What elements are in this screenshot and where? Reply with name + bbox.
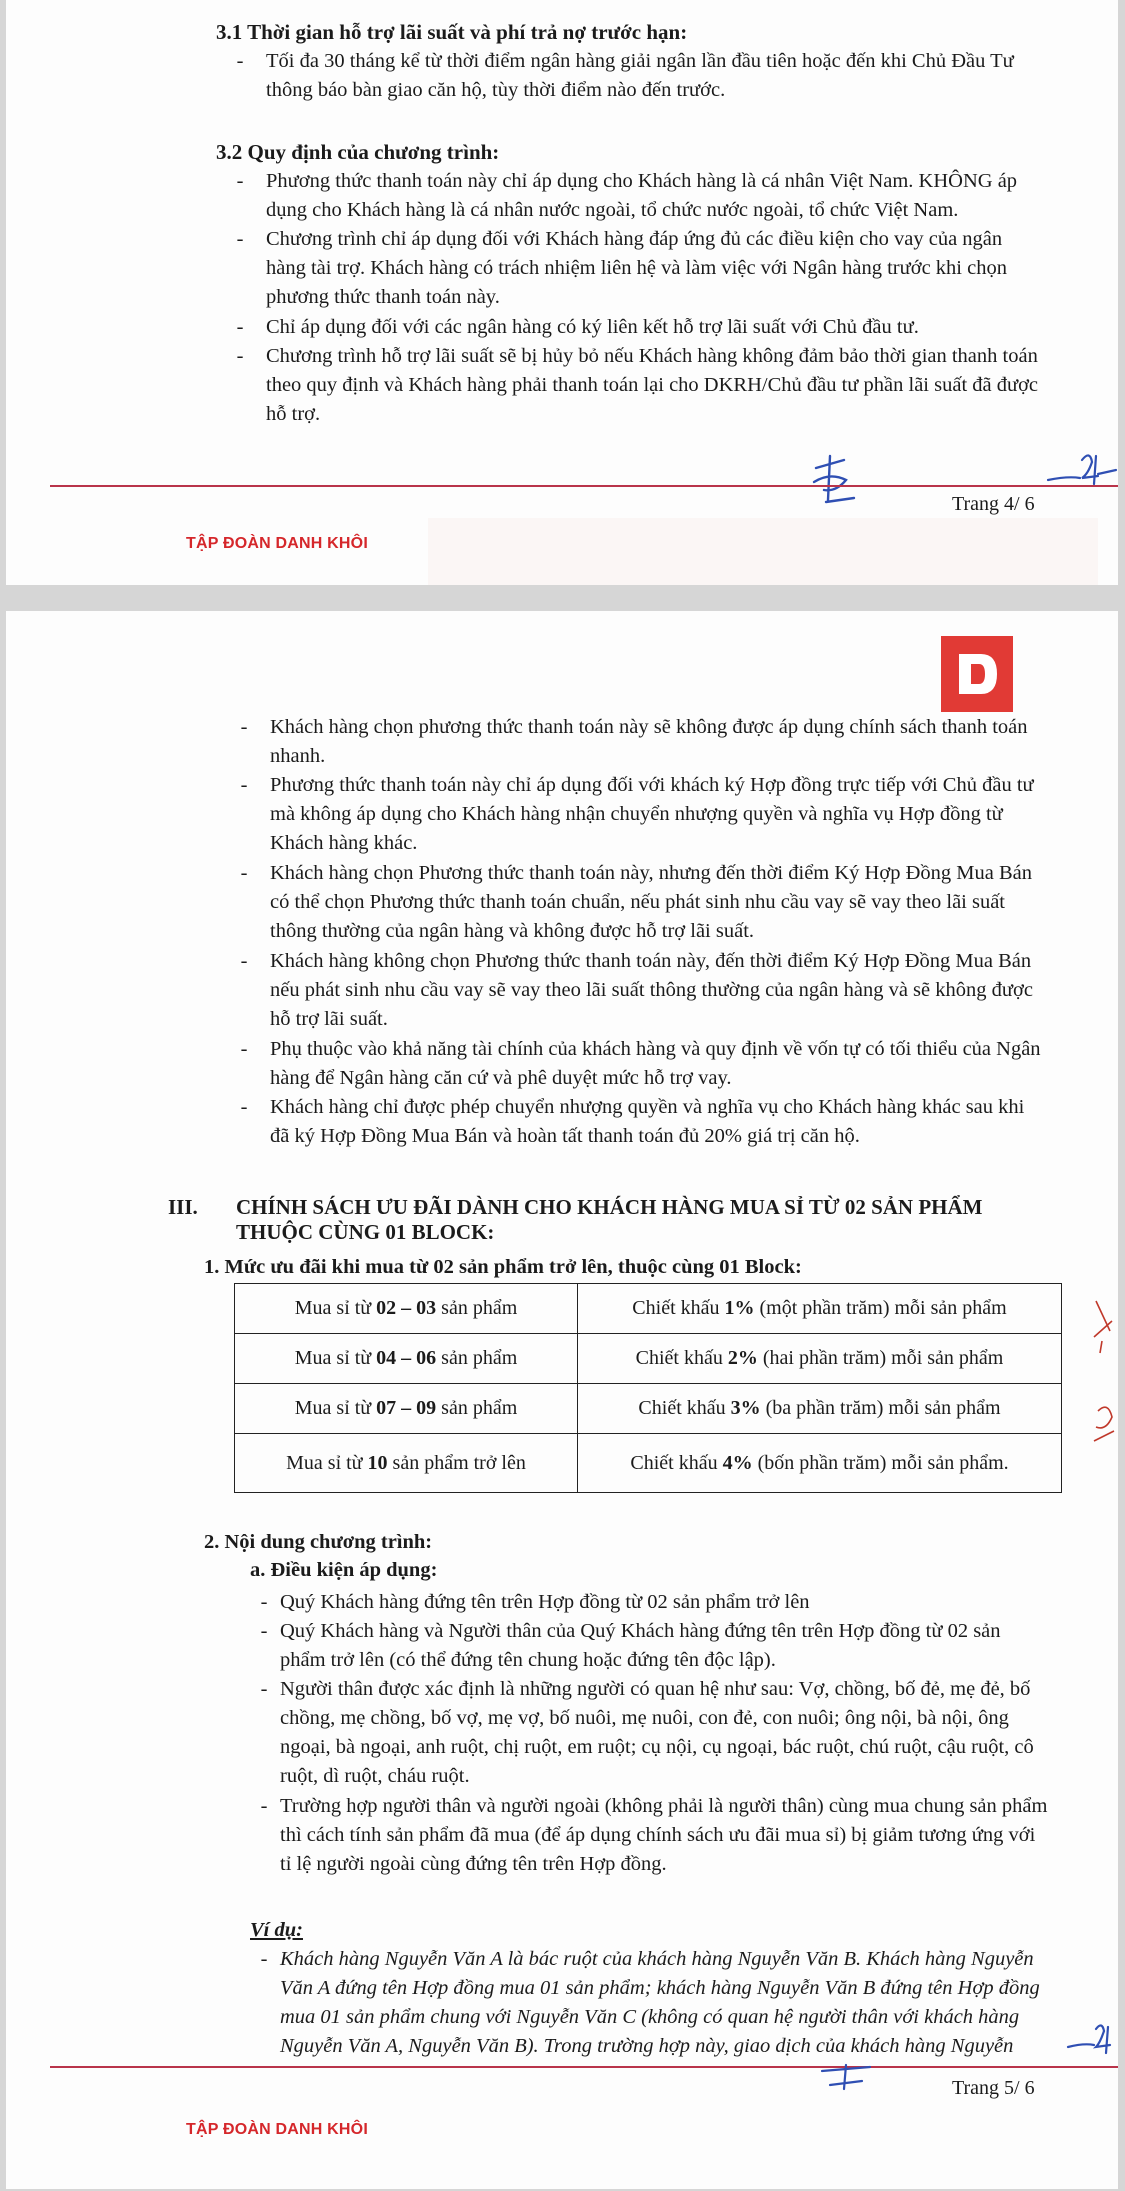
list-item-line: dụng cho Khách hàng là cá nhân nước ngoài, tổ chức nước ngoài, tổ chức Việt Nam. (266, 199, 959, 221)
table-cell: Mua sỉ từ 02 – 03 sản phẩm (235, 1284, 578, 1334)
section-3-2-list (6, 167, 1118, 447)
initials-signature (1046, 448, 1118, 488)
list-item (270, 771, 1034, 858)
list-item-line: Văn A đứng tên Hợp đồng mua 01 sản phẩm; khách hàng Nguyễn Văn B đứng tên Hợp đồng (280, 1977, 1040, 1999)
list-item-line: mà không áp dụng cho Khách hàng nhận chuyển nhượng quyền và nghĩa vụ Hợp đồng từ (270, 803, 1003, 825)
list-dash: - (260, 1620, 268, 1642)
footer-divider (50, 485, 1118, 487)
footer-band (428, 518, 1098, 585)
list-dash: - (240, 716, 248, 738)
list-item-line: tỉ lệ người ngoài cùng đứng tên trên Hợp đồng. (280, 1853, 667, 1875)
list-dash: - (240, 1096, 248, 1118)
list-item (270, 1035, 1041, 1093)
table-cell: Mua sỉ từ 07 – 09 sản phẩm (235, 1384, 578, 1434)
list-dash: - (236, 50, 244, 72)
margin-stamp-mark (1088, 1291, 1118, 1471)
list-dash: - (260, 1591, 268, 1613)
company-brand: TẬP ĐOÀN DANH KHÔI (186, 535, 368, 552)
discount-table (234, 1283, 1062, 1493)
list-dash: - (236, 345, 244, 367)
table-cell: Mua sỉ từ 10 sản phẩm trở lên (235, 1434, 578, 1493)
company-brand: TẬP ĐOÀN DANH KHÔI (186, 2121, 368, 2138)
list-dash: - (240, 1038, 248, 1060)
list-item-line: Khách hàng Nguyễn Văn A là bác ruột của khách hàng Nguyễn Văn B. Khách hàng Nguyễn (280, 1948, 1034, 1970)
list-item-line: hàng để Ngân hàng căn cứ và phê duyệt mức hỗ trợ vay. (270, 1067, 732, 1089)
section-3-number: III. (168, 1195, 198, 1219)
list-item-line: nhanh. (270, 745, 326, 767)
initials-signature (1066, 2021, 1118, 2057)
list-item-line: Chỉ áp dụng đối với các ngân hàng có ký liên kết hỗ trợ lãi suất với Chủ đầu tư. (266, 316, 919, 338)
list-item-line: thông báo bàn giao căn hộ, tùy thời điểm nào đến trước. (266, 79, 726, 101)
list-item (266, 342, 1038, 429)
list-item (270, 1093, 1024, 1151)
table-row (235, 1284, 1062, 1334)
list-item (266, 47, 1014, 105)
list-item-line: Quý Khách hàng và Người thân của Quý Khách hàng đứng tên trên Hợp đồng từ 02 sản (280, 1620, 1001, 1642)
list-item-line: Khách hàng khác. (270, 832, 418, 854)
table-cell: Chiết khấu 1% (một phần trăm) mỗi sản phẩm (578, 1284, 1062, 1334)
list-item-line: ruột, dì ruột, cháu ruột. (280, 1765, 470, 1787)
list-item-line: ngoại, bà ngoại, anh ruột, chị ruột, em ruột; cụ nội, cụ ngoại, bác ruột, chú ruột, cậu ruột, cô (280, 1736, 1034, 1758)
page-number: Trang 5/ 6 (952, 2077, 1035, 2099)
list-item-line: phẩm trở lên (có thể đứng tên chung hoặc đứng tên độc lập). (280, 1649, 776, 1671)
page-number: Trang 4/ 6 (952, 493, 1035, 515)
list-item (280, 1675, 1034, 1791)
table-row (235, 1434, 1062, 1493)
table-row (235, 1334, 1062, 1384)
list-item-line: Phương thức thanh toán này chỉ áp dụng cho Khách hàng là cá nhân Việt Nam. KHÔNG áp (266, 170, 1018, 192)
list-item-line: thông thường của ngân hàng và không được hỗ trợ lãi suất. (270, 920, 755, 942)
list-item-line: thì cách tính sản phẩm đã mua (để áp dụng chính sách ưu đãi mua sỉ) bị giảm tương ứng với (280, 1824, 1036, 1846)
list-item-line: Khách hàng chỉ được phép chuyển nhượng quyền và nghĩa vụ cho Khách hàng khác sau khi (270, 1096, 1025, 1118)
list-item-line: Chương trình hỗ trợ lãi suất sẽ bị hủy bỏ nếu Khách hàng không đảm bảo thời gian thanh toán (266, 345, 1038, 367)
list-item-line: Khách hàng không chọn Phương thức thanh toán này, đến thời điểm Ký Hợp Đồng Mua Bán (270, 950, 1032, 972)
list-dash: - (236, 170, 244, 192)
list-item-line: Nguyễn Văn A, Nguyễn Văn B). Trong trường hợp này, giao dịch của khách hàng Nguyễn (280, 2035, 1014, 2057)
document-page-4 (6, 0, 1118, 585)
list-item (280, 1617, 1001, 1675)
list-item (280, 1945, 1040, 2061)
list-item-line: hỗ trợ. (266, 403, 321, 425)
list-item-line: Người thân được xác định là những người có quan hệ như sau: Vợ, chồng, bố đẻ, mẹ đẻ, bố (280, 1678, 1031, 1700)
list-item-line: đã ký Hợp Đồng Mua Bán và hoàn tất thanh toán đủ 20% giá trị căn hộ. (270, 1125, 860, 1147)
eligibility-list (6, 1588, 1118, 1918)
list-item-line: Trường hợp người thân và người ngoài (không phải là người thân) cùng mua chung sản phẩm (280, 1795, 1048, 1817)
list-item-line: Tối đa 30 tháng kể từ thời điểm ngân hàng giải ngân lần đầu tiên hoặc đến khi Chủ Đầu Tư (266, 50, 1014, 72)
signature-mark (816, 2063, 876, 2093)
section-3-title-line: CHÍNH SÁCH ƯU ĐÃI DÀNH CHO KHÁCH HÀNG MUA SỈ TỪ 02 SẢN PHẨM (236, 1195, 983, 1219)
list-item-line: Khách hàng chọn Phương thức thanh toán này, nhưng đến thời điểm Ký Hợp Đồng Mua Bán (270, 862, 1032, 884)
list-item (270, 947, 1033, 1034)
list-item (280, 1588, 810, 1617)
section-3-2-title: 3.2 Quy định của chương trình: (216, 140, 500, 164)
list-item-line: có thể chọn Phương thức thanh toán chuẩn, nếu phát sinh nhu cầu vay sẽ vay theo lãi suất (270, 891, 1006, 913)
table-row (235, 1384, 1062, 1434)
list-dash: - (260, 1678, 268, 1700)
example-title: Ví dụ: (250, 1919, 303, 1941)
subsection-2a-title: a. Điều kiện áp dụng: (250, 1559, 438, 1581)
list-item-line: Khách hàng chọn phương thức thanh toán này sẽ không được áp dụng chính sách thanh toán (270, 716, 1028, 738)
footer-divider (50, 2066, 1118, 2068)
list-dash: - (236, 228, 244, 250)
subsection-2-title: 2. Nội dung chương trình: (204, 1531, 433, 1553)
list-dash: - (240, 862, 248, 884)
list-item-line: hỗ trợ lãi suất. (270, 1008, 388, 1030)
table-cell: Chiết khấu 2% (hai phần trăm) mỗi sản phẩm (578, 1334, 1062, 1384)
company-logo (941, 636, 1013, 712)
list-item (266, 225, 1007, 312)
list-item (266, 313, 919, 342)
list-item-line: Phụ thuộc vào khả năng tài chính của khách hàng và quy định về vốn tự có tối thiểu của Ngân (270, 1038, 1041, 1060)
list-item-line: mua 01 sản phẩm chung với Nguyễn Văn C (không có quan hệ người thân với khách hàng (280, 2006, 1020, 2028)
table-cell: Chiết khấu 3% (ba phần trăm) mỗi sản phẩm (578, 1384, 1062, 1434)
list-item-line: hàng tài trợ. Khách hàng có trách nhiệm liên hệ và làm việc với Ngân hàng trước khi chọn (266, 257, 1007, 279)
signature-mark (806, 450, 866, 510)
list-dash: - (260, 1795, 268, 1817)
list-dash: - (240, 774, 248, 796)
list-item-line: Phương thức thanh toán này chỉ áp dụng đối với khách ký Hợp đồng trực tiếp với Chủ đầu tư (270, 774, 1034, 796)
payment-conditions-list (6, 713, 1118, 1147)
list-dash: - (240, 950, 248, 972)
list-item (270, 713, 1028, 771)
section-3-1-title: 3.1 Thời gian hỗ trợ lãi suất và phí trả nợ trước hạn: (216, 20, 688, 44)
list-dash: - (236, 316, 244, 338)
list-item-line: Chương trình chỉ áp dụng đối với Khách hàng đáp ứng đủ các điều kiện cho vay của ngân (266, 228, 1003, 250)
list-item (266, 167, 1017, 225)
list-item-line: chồng, mẹ chồng, bố vợ, mẹ vợ, bố nuôi, mẹ nuôi, con đẻ, con nuôi; ông nội, bà nội, ông (280, 1707, 1009, 1729)
table-cell: Chiết khấu 4% (bốn phần trăm) mỗi sản phẩm. (578, 1434, 1062, 1493)
list-item-line: phương thức thanh toán này. (266, 286, 500, 308)
list-item (280, 1792, 1047, 1879)
list-item-line: nếu phát sinh nhu cầu vay sẽ vay theo lãi suất thông thường của ngân hàng và sẽ không được (270, 979, 1033, 1001)
logo-d-icon (941, 636, 1013, 712)
section-3-title (236, 1195, 983, 1245)
subsection-1-title: 1. Mức ưu đãi khi mua từ 02 sản phẩm trở lên, thuộc cùng 01 Block: (204, 1256, 802, 1278)
list-dash: - (260, 1948, 268, 1970)
list-item-line: Quý Khách hàng đứng tên trên Hợp đồng từ 02 sản phẩm trở lên (280, 1591, 810, 1613)
table-cell: Mua sỉ từ 04 – 06 sản phẩm (235, 1334, 578, 1384)
list-item-line: theo quy định và Khách hàng phải thanh toán lại cho DKRH/Chủ đầu tư phần lãi suất đã được (266, 374, 1039, 396)
list-item (270, 859, 1032, 946)
document-page-5 (6, 611, 1118, 2189)
section-3-title-line: THUỘC CÙNG 01 BLOCK: (236, 1220, 495, 1244)
